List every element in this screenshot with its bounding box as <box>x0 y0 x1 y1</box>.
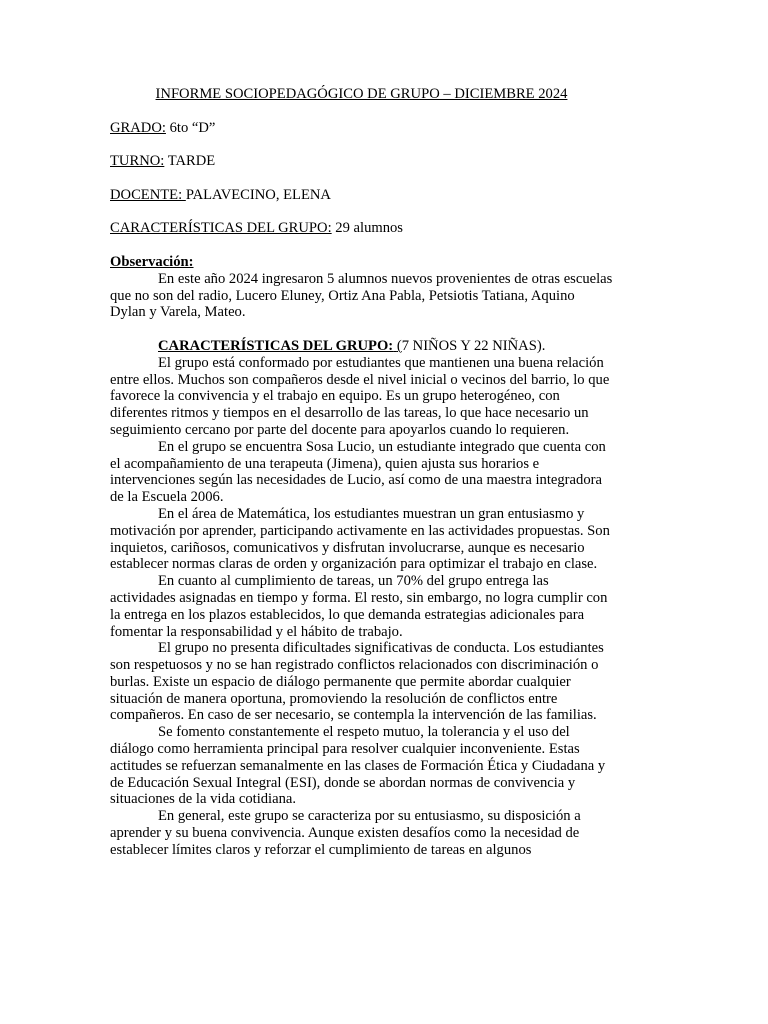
field-label: CARACTERÍSTICAS DEL GRUPO: <box>110 220 332 237</box>
characteristics-heading <box>110 338 613 355</box>
paragraph: El grupo está conformado por estudiantes que mantienen una buena relación entre ellos. Muchos son compañeros desde el nivel inicial o vecinos del barrio, lo que favorece la convivencia y el trabajo en equipo. Es un grupo heterogéneo, con diferentes ritmos y tiempos en el desarrollo de las tareas, lo que hace necesario un seguimiento cercano por parte del docente para apoyarlos cuando lo requieren. <box>110 354 610 438</box>
document-body <box>110 86 613 859</box>
field-label: DOCENTE: <box>110 186 186 203</box>
paragraph: En cuanto al cumplimiento de tareas, un 70% del grupo entrega las actividades asignadas en tiempo y forma. El resto, sin embargo, no logra cumplir con la entrega en los plazos establecidos, lo que demanda estrategias adicionales para fomentar la responsabilidad y el hábito de trabajo. <box>110 573 608 640</box>
field-grado <box>110 120 613 137</box>
paragraph: En el área de Matemática, los estudiantes muestran un gran entusiasmo y motivación por aprender, participando activamente en las actividades propuestas. Son inquietos, cariñosos, comunicativos y disfrutan involucrarse, aunque es necesario establecer normas claras de orden y organización para optimizar el trabajo en clase. <box>110 505 610 573</box>
field-value: PALAVECINO, ELENA <box>185 186 331 203</box>
field-value: TARDE <box>164 153 216 170</box>
paragraph: Se fomento constantemente el respeto mutuo, la tolerancia y el uso del diálogo como herramienta principal para resolver cualquier inconveniente. Estas actitudes se refuerzan semanalmente en las clases de Formación Ética y Ciudadana y de Educación Sexual Integral (ESI), donde se abordan normas de convivencia y situaciones de la vida cotidiana. <box>110 724 606 808</box>
field-value: 6to “D” <box>165 119 216 136</box>
field-docente <box>110 187 613 204</box>
field-value: 29 alumnos <box>331 220 403 237</box>
characteristics-heading-paren: ( <box>396 337 402 354</box>
paragraph: En el grupo se encuentra Sosa Lucio, un estudiante integrado que cuenta con el acompañamiento de una terapeuta (Jimena), quien ajusta sus horarios e intervenciones según las necesidades de Lucio, así como de una maestra integradora de la Escuela 2006. <box>110 438 606 506</box>
field-label: TURNO: <box>110 153 165 170</box>
observation-heading: Observación: <box>110 253 194 270</box>
paragraph: El grupo no presenta dificultades significativas de conducta. Los estudiantes son respetuosos y no se han registrado conflictos relacionados con discriminación o burlas. Existe un espacio de diálogo permanente que permite abordar cualquier situación de manera oportuna, promoviendo la resolución de conflictos entre compañeros. En caso de ser necesario, se contempla la intervención de las familias. <box>110 640 604 724</box>
field-turno <box>110 153 613 170</box>
characteristics-heading-count: 7 NIÑOS Y 22 NIÑAS). <box>401 337 546 354</box>
characteristics-heading-label: CARACTERÍSTICAS DEL GRUPO: <box>158 337 394 354</box>
field-caracteristicas <box>110 220 613 237</box>
observation-text: En este año 2024 ingresaron 5 alumnos nuevos provenientes de otras escuelas que no son del radio, Lucero Eluney, Ortiz Ana Pabla, Petsiotis Tatiana, Aquino Dylan y Varela, Mateo. <box>110 270 613 321</box>
paragraph: En general, este grupo se caracteriza por su entusiasmo, su disposición a aprender y su buena convivencia. Aunque existen desafíos como la necesidad de establecer límites claros y reforzar el cumplimiento de tareas en algunos <box>110 808 581 858</box>
document-title: INFORME SOCIOPEDAGÓGICO DE GRUPO – DICIEMBRE 2024 <box>155 86 568 102</box>
field-label: GRADO: <box>110 119 166 136</box>
